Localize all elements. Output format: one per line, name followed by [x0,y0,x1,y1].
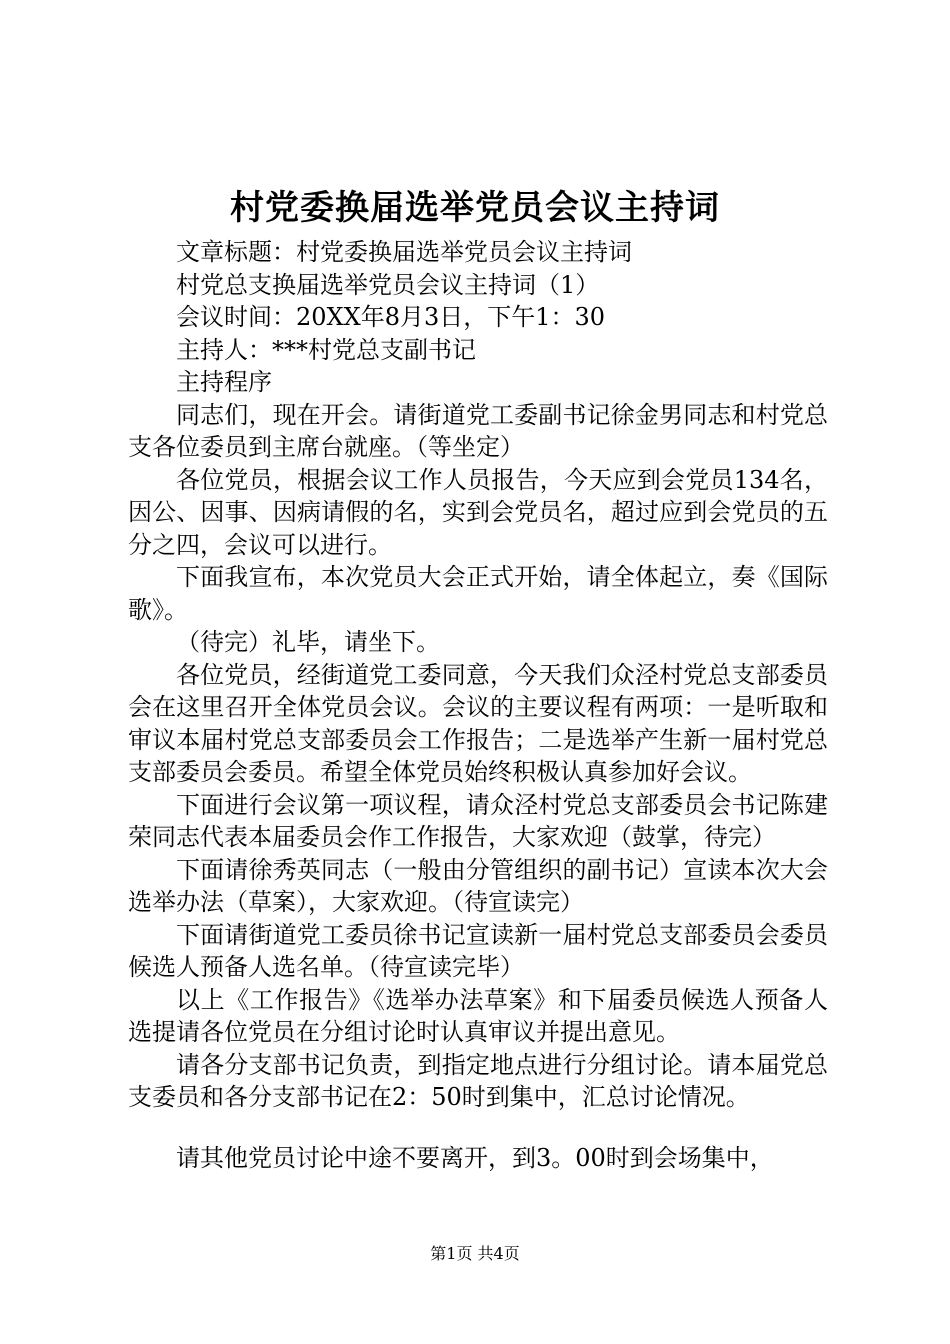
paragraph: 主持程序 [176,368,272,396]
document-body [128,236,828,1174]
paragraph: 以上《工作报告》《选举办法草案》和下届委员候选人预备人选提请各位党员在分组讨论时认真审议并提出意见。 [128,985,828,1046]
paragraph: 下面进行会议第一项议程，请众泾村党总支部委员会书记陈建荣同志代表本届委员会作工作报告，大家欢迎（鼓掌，待完） [128,790,828,851]
page-footer: 第1页 共4页 [430,1244,520,1263]
paragraph: 各位党员，经街道党工委同意，今天我们众泾村党总支部委员会在这里召开全体党员会议。会议的主要议程有两项：一是听取和审议本届村党总支部委员会工作报告；二是选举产生新一届村党总支部委员会委员。希望全体党员始终积极认真参加好会议。 [128,660,828,786]
paragraph: 会议时间：20XX年8月3日，下午1：30 [176,303,606,331]
paragraph: 下面请街道党工委员徐书记宣读新一届村党总支部委员会委员候选人预备人选名单。（待宣读完毕） [128,920,828,981]
paragraph: （待完）礼毕，请坐下。 [176,628,440,656]
paragraph: 主持人：***村党总支副书记 [176,335,476,364]
paragraph: 请其他党员讨论中途不要离开，到3。00时到会场集中， [176,1143,774,1172]
paragraph: 下面请徐秀英同志（一般由分管组织的副书记）宣读本次大会选举办法（草案），大家欢迎。（待宣读完） [128,855,828,916]
paragraph: 文章标题：村党委换届选举党员会议主持词 [176,238,632,266]
paragraph: 村党总支换届选举党员会议主持词（1） [176,270,600,299]
document-title: 村党委换届选举党员会议主持词 [230,188,720,228]
paragraph: 各位党员，根据会议工作人员报告，今天应到会党员134名，因公、因事、因病请假的名，实到会党员名，超过应到会党员的五分之四，会议可以进行。 [128,465,828,559]
paragraph: 请各分支部书记负责，到指定地点进行分组讨论。请本届党总支委员和各分支部书记在2：50时到集中，汇总讨论情况。 [128,1050,828,1111]
paragraph: 同志们，现在开会。请街道党工委副书记徐金男同志和村党总支各位委员到主席台就座。（等坐定） [128,400,828,461]
paragraph: 下面我宣布，本次党员大会正式开始，请全体起立，奏《国际歌》。 [128,563,828,624]
